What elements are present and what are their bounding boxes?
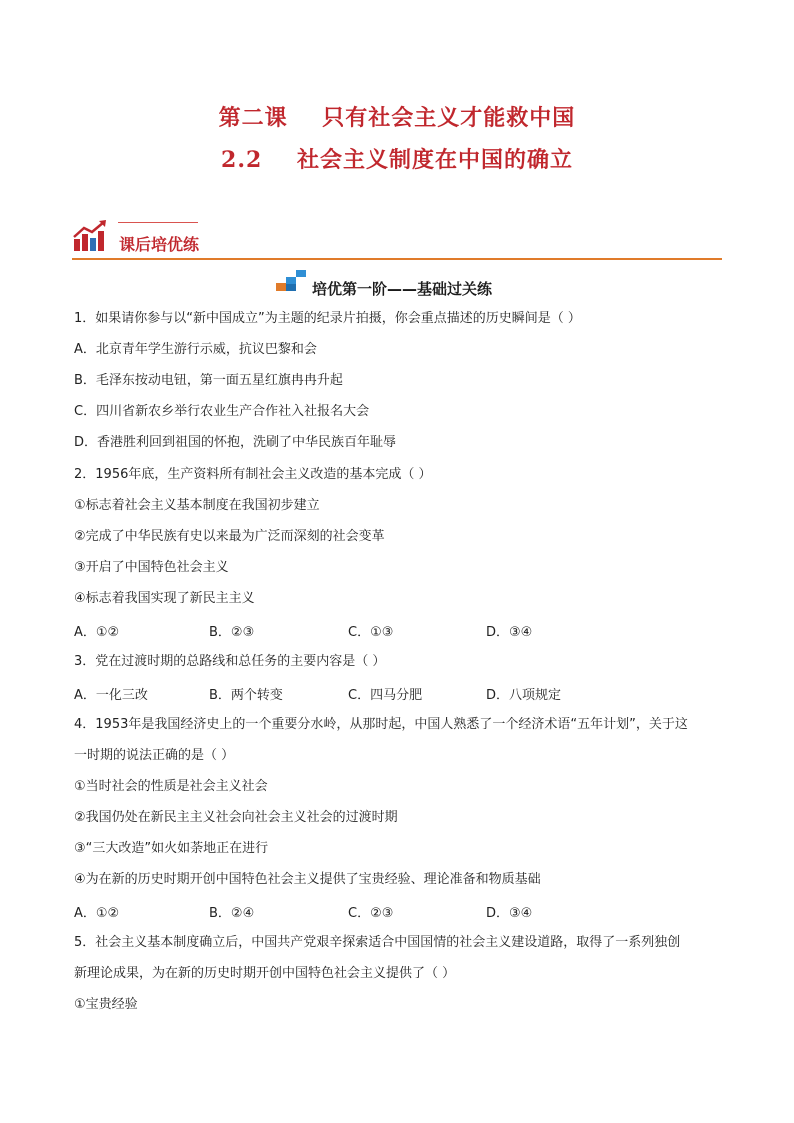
q2-option-d: D．③④ <box>486 625 533 640</box>
q5-statement-1: ①宝贵经验 <box>74 997 138 1012</box>
q4-stem-line2: 一时期的说法正确的是（ ） <box>74 748 235 763</box>
q3-stem: 3．党在过渡时期的总路线和总任务的主要内容是（ ） <box>74 654 386 669</box>
q2-statement-2: ②完成了中华民族有史以来最为广泛而深刻的社会变革 <box>74 529 385 544</box>
section-label: 课后培优练 <box>119 235 200 254</box>
sub-section-label: 培优第一阶——基础过关练 <box>312 280 493 298</box>
q2-statement-3: ③开启了中国特色社会主义 <box>74 560 229 575</box>
q4-statement-3: ③“三大改造”如火如荼地正在进行 <box>74 841 269 856</box>
q4-option-d: D．③④ <box>486 906 533 921</box>
q3-option-c: C．四马分肥 <box>348 688 423 703</box>
lesson-title: 第二课 只有社会主义才能救中国 <box>218 105 576 131</box>
q1-option-c: C．四川省新农乡举行农业生产合作社入社报名大会 <box>74 404 370 419</box>
q5-stem-line1: 5．社会主义基本制度确立后，中国共产党艰辛探索适合中国国情的社会主义建设道路，取得了一系列独创 <box>74 935 681 950</box>
section-divider <box>72 258 722 260</box>
q4-statement-1: ①当时社会的性质是社会主义社会 <box>74 779 268 794</box>
q2-option-a: A．①② <box>74 625 120 640</box>
q4-statement-2: ②我国仍处在新民主主义社会向社会主义社会的过渡时期 <box>74 810 398 825</box>
q1-option-d: D．香港胜利回到祖国的怀抱，洗刷了中华民族百年耻辱 <box>74 435 397 450</box>
section-title: 2.2 社会主义制度在中国的确立 <box>221 147 573 173</box>
q4-option-b: B．②④ <box>209 906 255 921</box>
q3-option-b: B．两个转变 <box>209 688 283 703</box>
q2-statement-1: ①标志着社会主义基本制度在我国初步建立 <box>74 498 320 513</box>
q1-option-a: A．北京青年学生游行示威，抗议巴黎和会 <box>74 342 317 357</box>
q2-stem: 2．1956年底，生产资料所有制社会主义改造的基本完成（ ） <box>74 467 432 482</box>
q4-option-c: C．②③ <box>348 906 394 921</box>
stairs-icon <box>275 267 307 293</box>
q2-option-c: C．①③ <box>348 625 394 640</box>
q5-stem-line2: 新理论成果，为在新的历史时期开创中国特色社会主义提供了（ ） <box>74 966 456 981</box>
q4-statement-4: ④为在新的历史时期开创中国特色社会主义提供了宝贵经验、理论准备和物质基础 <box>74 872 541 887</box>
bar-chart-icon <box>72 219 108 253</box>
q4-stem-line1: 4．1953年是我国经济史上的一个重要分水岭，从那时起，中国人熟悉了一个经济术语“五年计划”，关于这 <box>74 717 688 732</box>
q4-option-a: A．①② <box>74 906 120 921</box>
q2-statement-4: ④标志着我国实现了新民主主义 <box>74 591 255 606</box>
q1-stem: 1．如果请你参与以“新中国成立”为主题的纪录片拍摄，你会重点描述的历史瞬间是（ ） <box>74 311 581 326</box>
q1-option-b: B．毛泽东按动电钮，第一面五星红旗冉冉升起 <box>74 373 343 388</box>
q3-option-d: D．八项规定 <box>486 688 562 703</box>
q2-option-b: B．②③ <box>209 625 255 640</box>
section-top-line <box>118 222 198 223</box>
q3-option-a: A．一化三改 <box>74 688 148 703</box>
